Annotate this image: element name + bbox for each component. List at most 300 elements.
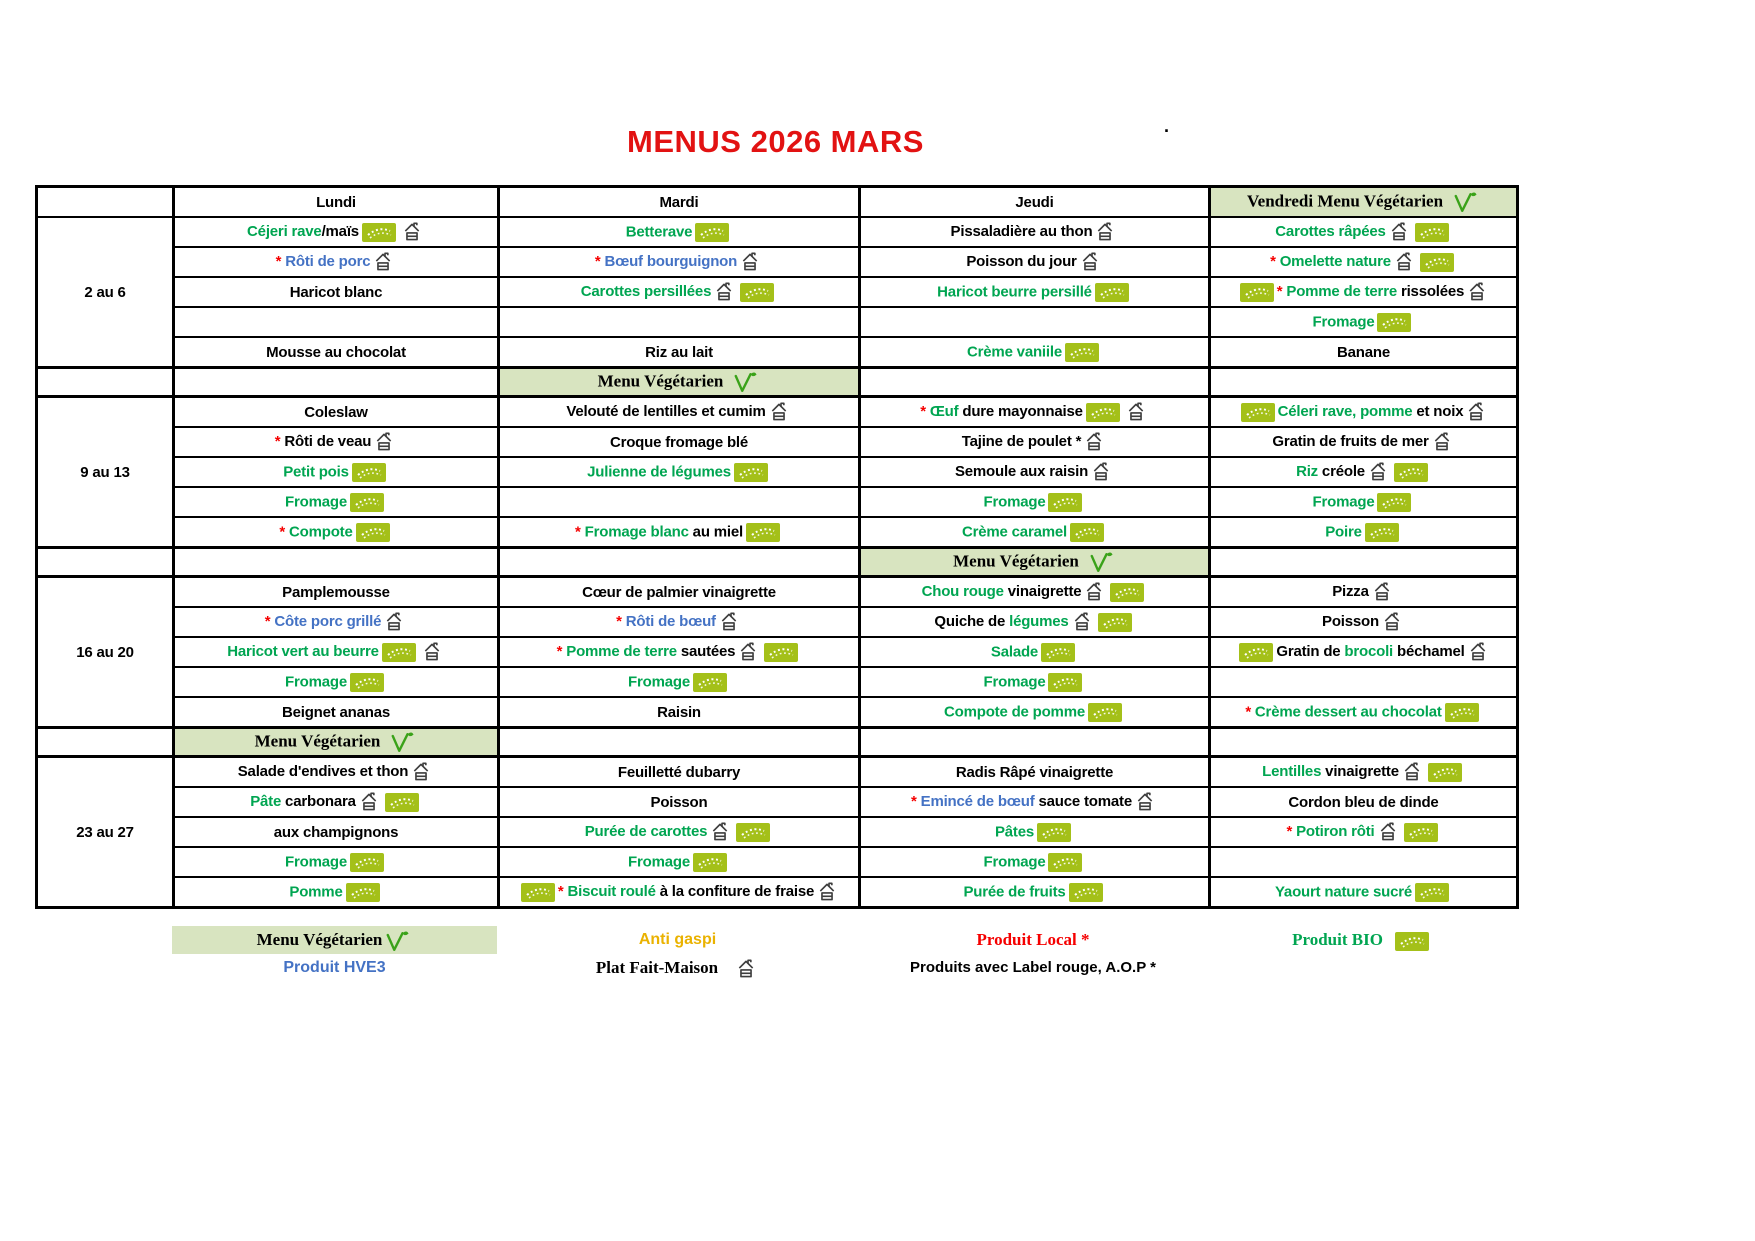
legend-produit-local: Produit Local * <box>976 930 1090 949</box>
empty-cell <box>174 548 499 577</box>
menu-cell <box>860 757 1210 788</box>
menu-text: Haricot blanc <box>289 283 383 301</box>
menu-cell <box>174 277 499 307</box>
menu-text: rissolées <box>1396 282 1465 300</box>
menu-text: Compote de pomme <box>944 702 1085 720</box>
legend-produit-bio-label: Produit BIO <box>1292 930 1383 949</box>
menu-text: * <box>279 522 289 540</box>
fait-maison-icon <box>422 642 442 662</box>
menu-cell <box>860 877 1210 908</box>
bio-badge-icon <box>1048 493 1082 512</box>
bio-badge-icon <box>1415 883 1449 902</box>
empty-cell <box>1210 667 1518 697</box>
fait-maison-icon <box>1382 612 1402 632</box>
menu-cell <box>174 337 499 368</box>
empty-cell <box>499 307 860 337</box>
menu-text: Salade d'endives et thon <box>237 762 409 780</box>
table-row <box>37 577 1518 608</box>
fait-maison-icon <box>402 222 422 242</box>
menu-cell <box>1210 697 1518 728</box>
menu-text: vinaigrette <box>1003 582 1082 600</box>
menu-cell <box>860 787 1210 817</box>
menu-text: Œuf <box>929 402 959 420</box>
separator-row <box>37 368 1518 397</box>
fait-maison-icon <box>1084 582 1104 602</box>
table-row <box>37 277 1518 307</box>
separator-label-cell <box>37 368 174 397</box>
menu-cell <box>1210 457 1518 487</box>
menu-cell <box>860 277 1210 307</box>
menu-text: Velouté de lentilles et cumim <box>566 402 766 420</box>
menu-cell <box>1210 397 1518 428</box>
fait-maison-icon <box>411 762 431 782</box>
vegetarian-check-icon <box>385 930 409 953</box>
table-row <box>37 817 1518 847</box>
menu-text: * <box>1276 282 1287 300</box>
menu-text: Crème vaniile <box>967 342 1062 360</box>
vegetarian-banner <box>860 548 1210 577</box>
menu-cell <box>499 877 860 908</box>
separator-row <box>37 548 1518 577</box>
menu-text: Fromage <box>983 492 1046 510</box>
menu-text: Riz <box>1296 462 1318 480</box>
stray-dot: . <box>1164 116 1170 136</box>
menu-text: Mousse au chocolat <box>266 343 406 361</box>
header-row <box>37 187 1518 218</box>
menu-text: Chou rouge <box>921 582 1004 600</box>
menu-text: Poisson <box>1322 612 1379 630</box>
menu-cell <box>174 397 499 428</box>
empty-cell <box>1210 847 1518 877</box>
fait-maison-icon <box>1432 432 1452 452</box>
menu-cell <box>499 607 860 637</box>
bio-badge-icon <box>695 223 729 242</box>
bio-badge-icon <box>1365 523 1399 542</box>
empty-cell <box>174 307 499 337</box>
menu-text: * <box>275 252 286 270</box>
separator-label-cell <box>37 548 174 577</box>
menu-text: * <box>616 612 626 630</box>
vegetarian-check-icon <box>1089 551 1113 574</box>
fait-maison-icon <box>1378 822 1398 842</box>
fait-maison-icon <box>817 882 837 902</box>
menu-cell <box>174 607 499 637</box>
menu-text: Gratin de <box>1276 642 1345 660</box>
legend-label-rouge: Produits avec Label rouge, A.O.P * <box>910 959 1156 976</box>
menu-text: * <box>1270 252 1280 270</box>
separator-label-cell <box>37 728 174 757</box>
day-header: Mardi <box>499 187 860 218</box>
bio-badge-icon <box>693 673 727 692</box>
menu-text: Riz au lait <box>645 343 713 361</box>
legend-col-antigaspi <box>497 926 858 980</box>
menu-text: et noix <box>1412 402 1464 420</box>
legend <box>35 926 1516 980</box>
menu-cell <box>174 427 499 457</box>
menu-text: Banane <box>1337 343 1390 361</box>
bio-badge-icon <box>1404 823 1438 842</box>
menu-text: dure mayonnaise <box>958 402 1083 420</box>
fait-maison-icon <box>359 792 379 812</box>
menu-text: vinaigrette <box>1321 762 1399 780</box>
empty-cell <box>860 307 1210 337</box>
menu-text: Biscuit roulé <box>567 882 656 900</box>
menu-cell <box>499 277 860 307</box>
table-row <box>37 877 1518 908</box>
bio-badge-icon <box>350 853 384 872</box>
menu-text: * <box>274 432 285 450</box>
fait-maison-icon <box>1372 582 1392 602</box>
bio-badge-icon <box>346 883 380 902</box>
bio-badge-icon <box>356 523 390 542</box>
menu-text: Salade <box>990 642 1039 660</box>
menu-text: Crème dessert au chocolat <box>1254 702 1442 720</box>
bio-badge-icon <box>1086 403 1120 422</box>
empty-cell <box>1210 368 1518 397</box>
vegetarian-check-icon <box>1453 191 1477 214</box>
menu-text: béchamel <box>1393 642 1465 660</box>
fait-maison-icon <box>710 822 730 842</box>
menu-cell <box>499 337 860 368</box>
menu-text: Petit pois <box>283 462 349 480</box>
menu-text: brocoli <box>1344 642 1394 660</box>
menu-text: Fromage <box>983 672 1046 690</box>
menu-text: Emincé de bœuf <box>920 792 1035 810</box>
menu-cell <box>499 697 860 728</box>
menu-text: Cordon bleu de dinde <box>1288 793 1439 811</box>
menu-cell <box>174 757 499 788</box>
fait-maison-icon <box>736 959 756 979</box>
menu-cell <box>174 637 499 667</box>
menu-cell <box>860 427 1210 457</box>
menu-text: /maïs <box>321 222 359 240</box>
bio-badge-icon <box>736 823 770 842</box>
menu-text: Côte porc grillé <box>274 612 382 630</box>
day-header-vendredi <box>1210 187 1518 218</box>
menu-text: Gratin de fruits de mer <box>1272 432 1429 450</box>
legend-hve3: Produit HVE3 <box>283 959 386 976</box>
bio-badge-icon <box>1041 643 1075 662</box>
menu-cell <box>860 577 1210 608</box>
menu-cell <box>1210 277 1518 307</box>
menu-text: sauce tomate <box>1034 792 1132 810</box>
fait-maison-icon <box>740 252 760 272</box>
legend-vegetarian-label: Menu Végétarien <box>256 930 383 949</box>
bio-badge-icon <box>1048 673 1082 692</box>
menu-text: Radis Râpé vinaigrette <box>955 763 1114 781</box>
menu-text: Poisson du jour <box>966 252 1077 270</box>
menu-table <box>35 185 1519 909</box>
bio-badge-icon <box>1037 823 1071 842</box>
bio-badge-icon <box>350 493 384 512</box>
menu-cell <box>174 457 499 487</box>
menu-text: Crème caramel <box>962 522 1067 540</box>
bio-badge-icon <box>1394 463 1428 482</box>
menu-text: carbonara <box>281 792 356 810</box>
menu-text: Fromage <box>1312 492 1375 510</box>
menu-cell <box>1210 427 1518 457</box>
bio-badge-icon <box>1420 253 1454 272</box>
menu-text: Fromage <box>983 852 1046 870</box>
menu-text: Croque fromage blé <box>609 433 749 451</box>
menu-text: Haricot beurre persillé <box>937 282 1092 300</box>
menu-text: Fromage <box>285 492 347 510</box>
menu-text: Potiron rôti <box>1296 822 1375 840</box>
menu-cell <box>860 457 1210 487</box>
fait-maison-icon <box>373 252 393 272</box>
menu-text: Carottes persillées <box>580 282 712 300</box>
legend-spacer <box>35 926 172 980</box>
menu-text: Yaourt nature sucré <box>1274 882 1413 900</box>
menu-text: Carottes râpées <box>1275 222 1386 240</box>
bio-badge-icon <box>1065 343 1099 362</box>
menu-cell <box>174 847 499 877</box>
vegetarian-banner-label: Menu Végétarien <box>597 370 724 390</box>
menu-text: Céjeri rave <box>247 222 322 240</box>
menu-text: * <box>594 252 605 270</box>
vegetarian-check-icon <box>733 371 757 394</box>
legend-fait-maison-label: Plat Fait-Maison <box>595 958 719 977</box>
menu-cell <box>174 667 499 697</box>
menu-text: Fromage <box>1312 312 1375 330</box>
menu-text: Pissaladière au thon <box>950 222 1093 240</box>
menu-cell <box>860 247 1210 277</box>
table-row <box>37 757 1518 788</box>
bio-badge-icon <box>1415 223 1449 242</box>
bio-badge-icon <box>1395 932 1429 951</box>
menu-cell <box>1210 337 1518 368</box>
empty-cell <box>499 728 860 757</box>
menu-cell <box>174 787 499 817</box>
vegetarian-banner-label: Menu Végétarien <box>953 550 1079 570</box>
menu-text: Coleslaw <box>304 403 368 421</box>
menu-cell <box>499 757 860 788</box>
table-row <box>37 247 1518 277</box>
table-row <box>37 697 1518 728</box>
menu-text: * <box>556 642 567 660</box>
table-row <box>37 667 1518 697</box>
bio-badge-icon <box>1095 283 1129 302</box>
menu-cell <box>860 607 1210 637</box>
week-label: 16 au 20 <box>37 577 174 728</box>
table-row <box>37 517 1518 548</box>
week-label: 9 au 13 <box>37 397 174 548</box>
menu-cell <box>1210 307 1518 337</box>
menu-text: légumes <box>1009 612 1069 630</box>
page-title: MENUS 2026 MARS <box>627 124 924 159</box>
menu-text: Purée de carottes <box>584 822 708 840</box>
legend-produit-bio <box>1208 926 1516 954</box>
fait-maison-icon <box>1389 222 1409 242</box>
menu-text: * <box>264 612 275 630</box>
day-header: Jeudi <box>860 187 1210 218</box>
menu-text: * <box>557 882 568 900</box>
bio-badge-icon <box>352 463 386 482</box>
menu-cell <box>860 667 1210 697</box>
menu-cell <box>174 517 499 548</box>
table-row <box>37 607 1518 637</box>
menu-cell <box>860 397 1210 428</box>
day-header: Lundi <box>174 187 499 218</box>
legend-anti-gaspi: Anti gaspi <box>638 931 717 948</box>
menu-cell <box>174 217 499 247</box>
bio-badge-icon <box>693 853 727 872</box>
bio-badge-icon <box>362 223 396 242</box>
fait-maison-icon <box>1072 612 1092 632</box>
menu-text: Pizza <box>1332 582 1369 600</box>
menu-text: * <box>920 402 930 420</box>
menu-text: Pâte <box>250 792 282 810</box>
menu-cell <box>499 817 860 847</box>
menu-text: Feuilletté dubarry <box>617 763 741 781</box>
menu-cell <box>499 427 860 457</box>
menu-cell <box>860 697 1210 728</box>
empty-cell <box>1210 728 1518 757</box>
bio-badge-icon <box>1070 523 1104 542</box>
table-row <box>37 847 1518 877</box>
menu-text: créole <box>1317 462 1365 480</box>
fait-maison-icon <box>1368 462 1388 482</box>
fait-maison-icon <box>769 402 789 422</box>
menu-text: Bœuf bourguignon <box>604 252 738 270</box>
menu-text: Haricot vert au beurre <box>227 642 379 660</box>
menu-cell <box>499 847 860 877</box>
menu-cell <box>174 577 499 608</box>
menu-text: * <box>575 522 585 540</box>
menu-text: Rôti de porc <box>285 252 371 270</box>
menu-text: * <box>911 792 921 810</box>
menu-cell <box>1210 637 1518 667</box>
table-row <box>37 637 1518 667</box>
menu-cell <box>499 637 860 667</box>
menu-text: Céleri rave, pomme <box>1277 402 1413 420</box>
menu-cell <box>860 517 1210 548</box>
bio-badge-icon <box>740 283 774 302</box>
bio-badge-icon <box>385 793 419 812</box>
menu-text: Lentilles <box>1262 762 1322 780</box>
menu-cell <box>1210 247 1518 277</box>
menu-text: Pamplemousse <box>282 583 390 601</box>
menu-text: Rôti de bœuf <box>625 612 716 630</box>
menu-text: aux champignons <box>273 823 399 841</box>
table-row <box>37 427 1518 457</box>
bio-badge-icon <box>1110 583 1144 602</box>
menu-cell <box>499 457 860 487</box>
bio-badge-icon <box>764 643 798 662</box>
menu-cell <box>1210 877 1518 908</box>
separator-row <box>37 728 1518 757</box>
menu-text: Pomme <box>289 882 343 900</box>
menu-cell <box>860 487 1210 517</box>
bio-badge-icon <box>734 463 768 482</box>
fait-maison-icon <box>1091 462 1111 482</box>
legend-col-vegetarien <box>172 926 497 980</box>
menu-text: Tajine de poulet * <box>961 432 1082 450</box>
bio-badge-icon <box>1240 283 1274 302</box>
bio-badge-icon <box>1088 703 1122 722</box>
bio-badge-icon <box>350 673 384 692</box>
menu-text: Fromage <box>285 852 347 870</box>
bio-badge-icon <box>1428 763 1462 782</box>
vendredi-header-label: Vendredi Menu Végétarien <box>1246 190 1444 210</box>
menu-text: à la confiture de fraise <box>655 882 815 900</box>
week-label: 2 au 6 <box>37 217 174 368</box>
menu-text: Poire <box>1325 522 1362 540</box>
menu-cell <box>1210 607 1518 637</box>
table-row <box>37 217 1518 247</box>
legend-vegetarian-box <box>172 926 497 954</box>
menu-text: * <box>1245 702 1255 720</box>
fait-maison-icon <box>1084 432 1104 452</box>
fait-maison-icon <box>1468 642 1488 662</box>
fait-maison-icon <box>1080 252 1100 272</box>
fait-maison-icon <box>714 282 734 302</box>
menu-cell <box>499 517 860 548</box>
bio-badge-icon <box>1241 403 1275 422</box>
menu-text: Julienne de légumes <box>587 462 731 480</box>
menu-text: Fromage <box>628 672 690 690</box>
fait-maison-icon <box>374 432 394 452</box>
menu-cell <box>860 217 1210 247</box>
fait-maison-icon <box>738 642 758 662</box>
empty-cell <box>860 368 1210 397</box>
menu-cell <box>860 337 1210 368</box>
fait-maison-icon <box>1402 762 1422 782</box>
menu-text: Pomme de terre <box>566 642 677 660</box>
menu-text: Poisson <box>650 793 708 811</box>
bio-badge-icon <box>1377 493 1411 512</box>
menu-cell <box>174 817 499 847</box>
fait-maison-icon <box>1126 402 1146 422</box>
menu-cell <box>174 697 499 728</box>
bio-badge-icon <box>382 643 416 662</box>
fait-maison-icon <box>1467 282 1487 302</box>
menu-cell <box>1210 487 1518 517</box>
menu-cell <box>174 247 499 277</box>
menu-cell <box>499 247 860 277</box>
legend-fait-maison <box>497 956 858 980</box>
menu-cell <box>1210 787 1518 817</box>
legend-col-local <box>858 926 1208 980</box>
menu-text: Fromage blanc <box>584 522 689 540</box>
bio-badge-icon <box>1098 613 1132 632</box>
empty-cell <box>860 728 1210 757</box>
table-row <box>37 397 1518 428</box>
table-row <box>37 307 1518 337</box>
vegetarian-banner <box>499 368 860 397</box>
bio-badge-icon <box>1377 313 1411 332</box>
vegetarian-banner-label: Menu Végétarien <box>254 730 381 750</box>
fait-maison-icon <box>1095 222 1115 242</box>
vegetarian-banner <box>174 728 499 757</box>
fait-maison-icon <box>1466 402 1486 422</box>
menu-cell <box>860 817 1210 847</box>
menu-text: Pâtes <box>994 822 1035 840</box>
menu-text: Pomme de terre <box>1286 282 1397 300</box>
menu-cell <box>1210 817 1518 847</box>
menu-text: Compote <box>289 522 353 540</box>
menu-text: Purée de fruits <box>963 882 1066 900</box>
empty-cell <box>174 368 499 397</box>
corner-cell <box>37 187 174 218</box>
menu-cell <box>1210 217 1518 247</box>
empty-cell <box>499 548 860 577</box>
menu-text: Rôti de veau <box>284 432 372 450</box>
menu-text: au miel <box>688 522 743 540</box>
menu-cell <box>1210 757 1518 788</box>
menu-cell <box>860 637 1210 667</box>
bio-badge-icon <box>1069 883 1103 902</box>
